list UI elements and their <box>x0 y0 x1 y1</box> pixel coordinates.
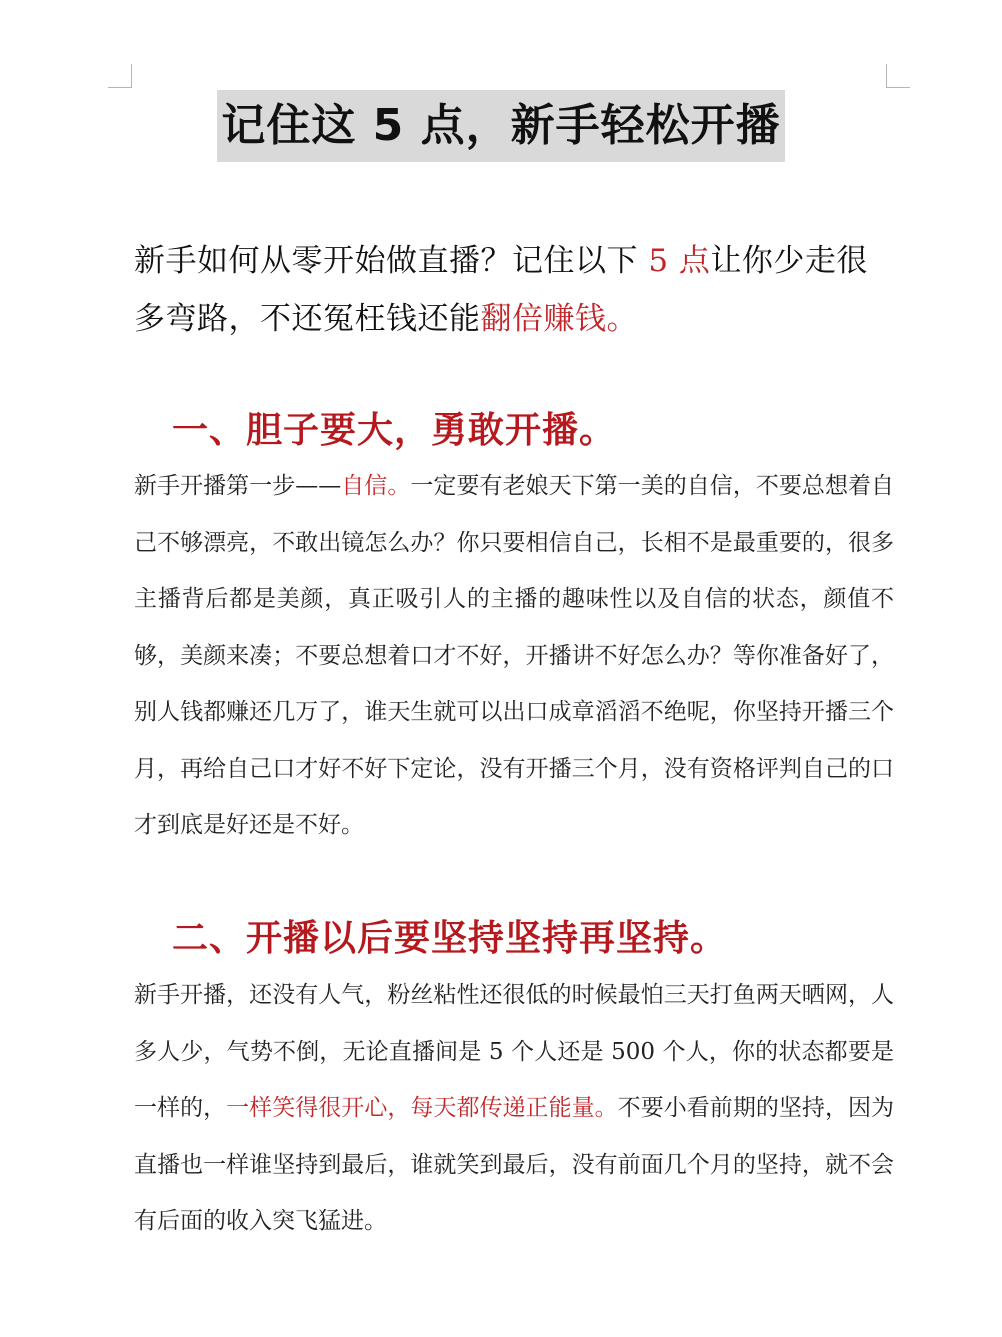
section-1-text-before: 新手开播第一步—— <box>134 473 342 499</box>
section-2-heading: 二、开播以后要坚持坚持再坚持。 <box>172 917 728 959</box>
section-2-text-before: 新手开播，还没有人气，粉丝粘性还很低的时候最怕三天打鱼两天晒网，人多人少，气势不倒，无论直播间是 5 个人还是 500 个人，你的状态都要是一样的， <box>134 982 894 1121</box>
section-1-heading: 一、胆子要大，勇敢开播。 <box>172 409 617 451</box>
section-1-paragraph <box>134 458 894 854</box>
intro-highlight-1: 5 点 <box>648 243 711 279</box>
page-corner-mark-top-left <box>108 64 132 88</box>
section-2-paragraph <box>134 967 894 1250</box>
section-1-highlight: 自信。 <box>341 473 411 499</box>
section-2-highlight: 一样笑得很开心，每天都传递正能量。 <box>226 1095 618 1121</box>
page-corner-mark-top-right <box>886 64 910 88</box>
section-1-text-after: 一定要有老娘天下第一美的自信，不要总想着自己不够漂亮，不敢出镜怎么办？你只要相信自己，长相不是最重要的，很多主播背后都是美颜，真正吸引人的主播的趣味性以及自信的状态，颜值不够，美颜来凑；不要总想着口才不好，开播讲不好怎么办？等你准备好了，别人钱都赚还几万了，谁天生就可以出口成章滔滔不绝呢，你坚持开播三个月，再给自己口才好不好下定论，没有开播三个月，没有资格评判自己的口才到底是好还是不好。 <box>134 473 895 838</box>
section-2-text-after: 不要小看前期的坚持，因为直播也一样谁坚持到最后，谁就笑到最后，没有前面几个月的坚持，就不会有后面的收入突飞猛进。 <box>134 1095 894 1234</box>
intro-text-1: 新手如何从零开始做直播？记住以下 <box>134 243 649 279</box>
document-title: 记住这 5 点，新手轻松开播 <box>217 90 784 162</box>
intro-text-2: 让你少走很多弯路，不还冤枉钱还能 <box>134 243 868 337</box>
intro-paragraph <box>134 232 894 348</box>
intro-highlight-2: 翻倍赚钱。 <box>480 301 638 337</box>
title-container <box>0 90 1002 162</box>
